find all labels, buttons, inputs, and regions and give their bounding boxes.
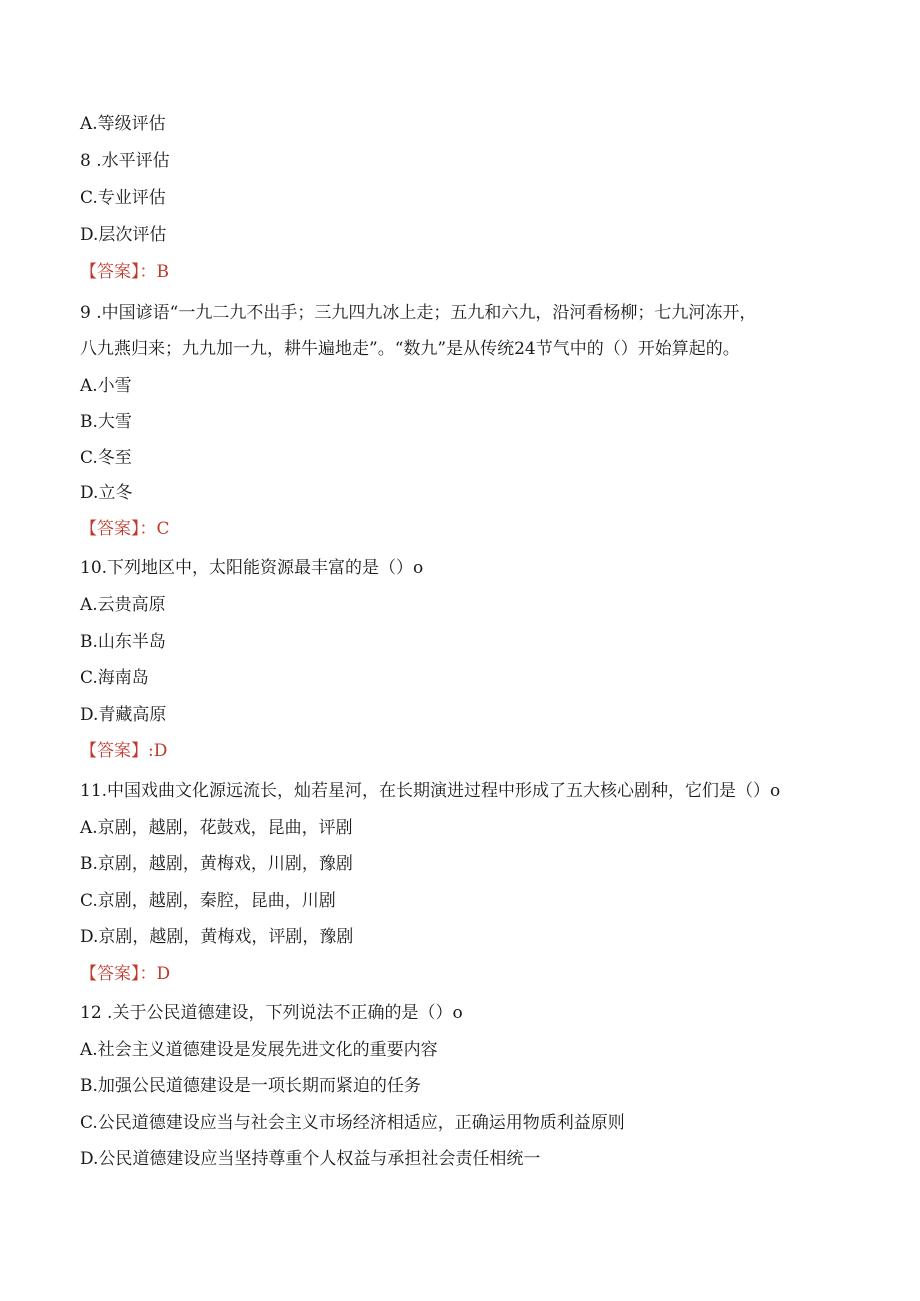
q9-option-b: B.大雪 [80,412,132,432]
q9-option-d: D.立冬 [80,483,133,503]
q10-option-b: B.山东半岛 [80,632,166,652]
q9-answer: 【答案】：C [80,519,170,539]
q7-option-b: 8 .水平评估 [80,151,170,171]
q10-option-a: A.云贵高原 [80,595,166,615]
q10-option-d: D.青藏高原 [80,705,167,725]
q7-option-c: C.专业评估 [80,188,166,208]
q11-option-c: C.京剧，越剧，秦腔，昆曲，川剧 [80,891,336,911]
q9-option-a: A.小雪 [80,376,132,396]
q11-option-a: A.京剧，越剧，花鼓戏，昆曲，评剧 [80,818,353,838]
q11-stem: 11.中国戏曲文化源远流长，灿若星河，在长期演进过程中形成了五大核心剧种，它们是（）o [80,781,781,801]
q12-option-a: A.社会主义道德建设是发展先进文化的重要内容 [80,1040,438,1060]
q7-option-a: A.等级评估 [80,114,166,134]
q7-option-d: D.层次评估 [80,225,167,245]
q9-option-c: C.冬至 [80,448,132,468]
q9-stem-line2: 八九燕归来；九九加一九，耕牛遍地走”。“数九”是从传统24节气中的（）开始算起的。 [80,339,740,359]
q12-option-d: D.公民道德建设应当坚持尊重个人权益与承担社会责任相统一 [80,1149,541,1169]
q11-answer: 【答案】：D [80,964,171,984]
q11-option-b: B.京剧，越剧，黄梅戏，川剧，豫剧 [80,854,353,874]
q11-option-d: D.京剧，越剧，黄梅戏，评剧，豫剧 [80,927,354,947]
q12-option-b: B.加强公民道德建设是一项长期而紧迫的任务 [80,1076,421,1096]
q10-stem: 10.下列地区中，太阳能资源最丰富的是（）o [80,558,424,578]
q10-option-c: C.海南岛 [80,668,149,688]
q9-stem-line1: 9 .中国谚语“一九二九不出手；三九四九冰上走；五九和六九，沿河看杨柳；七九河冻开， [80,303,757,323]
q12-option-c: C.公民道德建设应当与社会主义市场经济相适应，正确运用物质利益原则 [80,1113,625,1133]
q7-answer: 【答案】：B [80,262,169,282]
q10-answer: 【答案】:D [80,741,168,761]
q12-stem: 12 .关于公民道德建设，下列说法不正确的是（）o [80,1003,463,1023]
